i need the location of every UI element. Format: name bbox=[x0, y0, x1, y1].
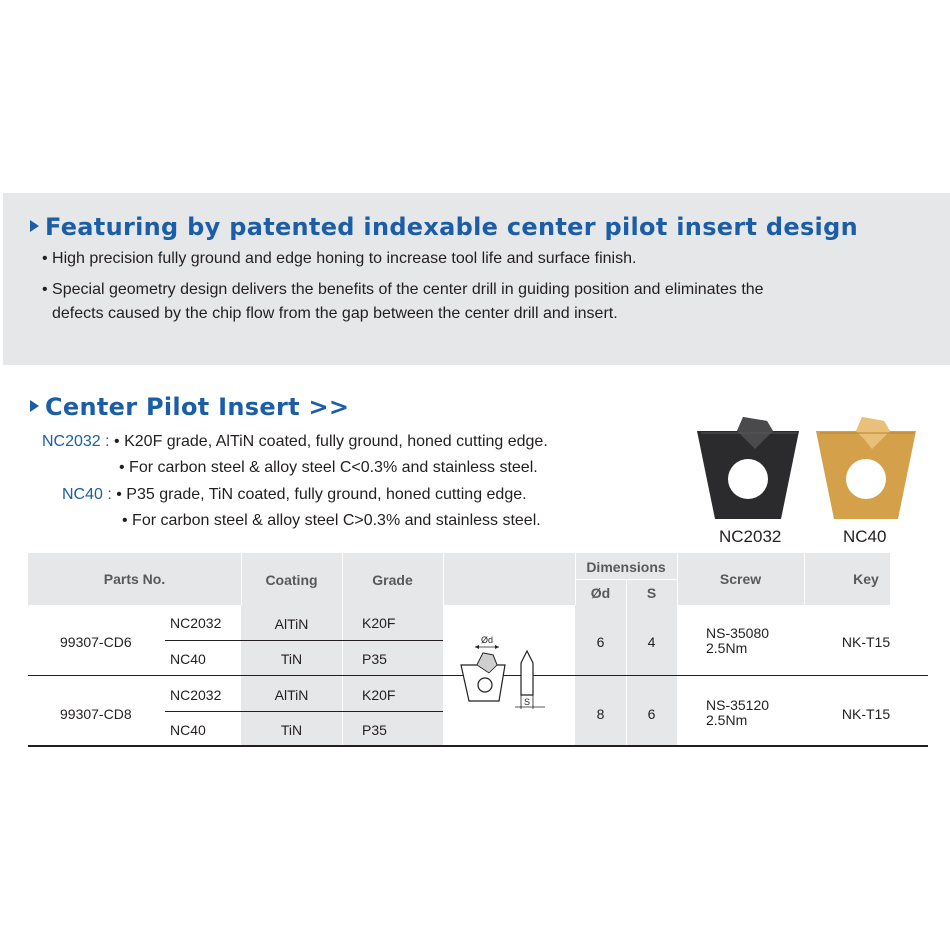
header-s: S bbox=[646, 585, 657, 601]
row-divider bbox=[165, 640, 443, 641]
nc40-insert-image bbox=[812, 413, 920, 525]
nc2032-caption: NC2032 bbox=[719, 527, 782, 546]
header-dimensions: Dimensions bbox=[586, 559, 666, 575]
od-label: Ød bbox=[481, 635, 494, 645]
row-divider bbox=[165, 711, 443, 712]
coating-cell: TiN bbox=[280, 651, 303, 667]
insert-hole bbox=[846, 459, 886, 499]
arrow-bullet-icon bbox=[30, 400, 39, 412]
insert-hole bbox=[728, 459, 768, 499]
s-label: S bbox=[524, 697, 531, 707]
grade-cell: P35 bbox=[362, 722, 387, 738]
key-cell: NK-T15 bbox=[841, 706, 891, 722]
screw-part: NS-35080 bbox=[706, 625, 770, 641]
part-number: 99307-CD6 bbox=[60, 634, 132, 650]
header-od: Ød bbox=[590, 585, 611, 601]
header-key: Key bbox=[853, 571, 879, 587]
screw-cell bbox=[706, 626, 769, 656]
insert-section-title: Center Pilot Insert >> bbox=[30, 393, 349, 421]
nc40-caption: NC40 bbox=[843, 527, 887, 546]
grade-cell: K20F bbox=[362, 687, 396, 703]
key-cell: NK-T15 bbox=[841, 634, 891, 650]
arrow-bullet-icon bbox=[30, 220, 39, 232]
insert-grade-cell: NC2032 bbox=[170, 615, 222, 631]
insert-grade-cell: NC40 bbox=[170, 651, 206, 667]
grade-name: NC40 : bbox=[62, 486, 112, 503]
coating-cell: AlTiN bbox=[274, 616, 309, 632]
grade-cell: K20F bbox=[362, 615, 396, 631]
insert-side-view bbox=[521, 651, 533, 695]
feature-bullet: defects caused by the chip flow from the gap between the center drill and insert. bbox=[52, 305, 618, 322]
feature-title: Featuring by patented indexable center pilot insert design bbox=[30, 213, 858, 241]
header-parts-no: Parts No. bbox=[103, 571, 166, 587]
table-bottom-border bbox=[28, 745, 928, 747]
coating-cell: TiN bbox=[280, 722, 303, 738]
s-value: 6 bbox=[647, 706, 656, 722]
grade-nc40-line2: • For carbon steel & alloy steel C>0.3% and stainless steel. bbox=[122, 512, 541, 529]
feature-bullet: • Special geometry design delivers the benefits of the center drill in guiding position and eliminates the bbox=[42, 281, 764, 298]
grade-nc2032-line2: • For carbon steel & alloy steel C<0.3% and stainless steel. bbox=[119, 459, 538, 476]
screw-cell bbox=[706, 698, 769, 728]
header-screw: Screw bbox=[719, 571, 762, 587]
insert-hole-outline bbox=[478, 678, 492, 692]
insert-dimension-diagram bbox=[455, 625, 565, 715]
screw-torque: 2.5Nm bbox=[706, 712, 748, 728]
part-number: 99307-CD8 bbox=[60, 706, 132, 722]
grade-cell: P35 bbox=[362, 651, 387, 667]
od-value: 6 bbox=[596, 634, 605, 650]
header-grade: Grade bbox=[372, 572, 413, 588]
coating-cell: AlTiN bbox=[274, 687, 309, 703]
screw-part: NS-35120 bbox=[706, 697, 770, 713]
grade-nc2032-line1: NC2032 : • K20F grade, AlTiN coated, fully ground, honed cutting edge. bbox=[42, 433, 548, 450]
nc2032-insert-image bbox=[693, 413, 803, 525]
header-coating: Coating bbox=[265, 572, 318, 588]
od-value: 8 bbox=[596, 706, 605, 722]
insert-grade-cell: NC2032 bbox=[170, 687, 222, 703]
grade-nc40-line1: NC40 : • P35 grade, TiN coated, fully ground, honed cutting edge. bbox=[62, 486, 527, 503]
s-value: 4 bbox=[647, 634, 656, 650]
screw-torque: 2.5Nm bbox=[706, 640, 748, 656]
grade-name: NC2032 : bbox=[42, 433, 110, 450]
insert-grade-cell: NC40 bbox=[170, 722, 206, 738]
feature-bullet: • High precision fully ground and edge honing to increase tool life and surface finish. bbox=[42, 250, 637, 267]
